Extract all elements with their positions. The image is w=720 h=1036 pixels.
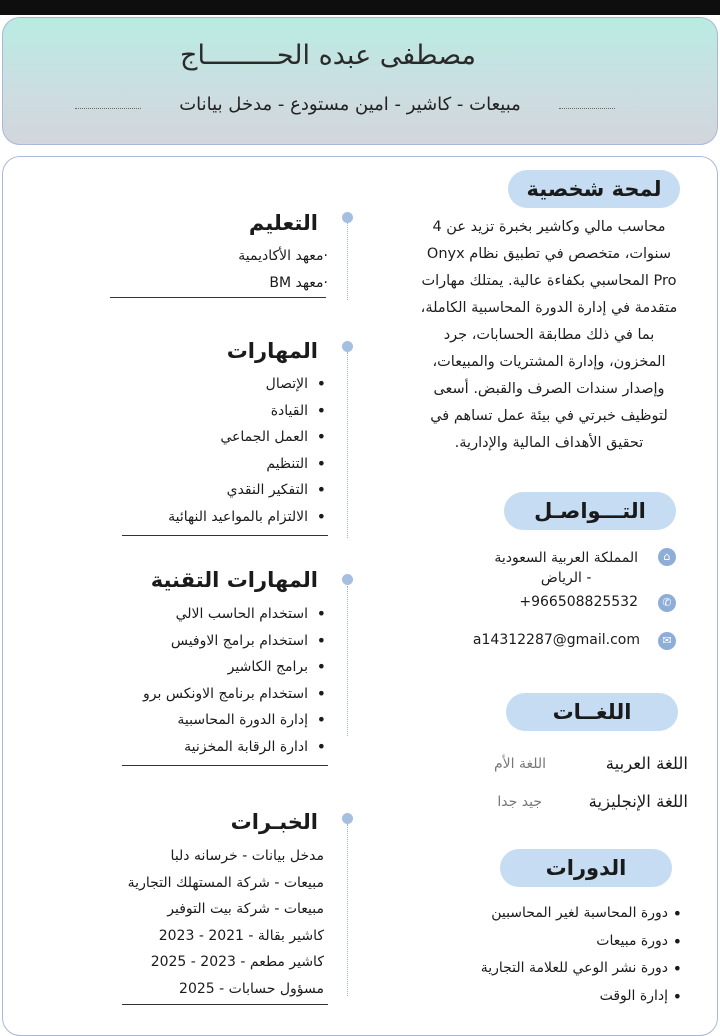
- education-heading: التعليم: [248, 211, 318, 235]
- language-row: [470, 754, 688, 778]
- contact-phone: [440, 594, 680, 616]
- list-item: • التنظيم: [168, 451, 326, 478]
- list-item: • دورة المحاسبة لغير المحاسبين: [481, 900, 682, 928]
- list-item: • دورة مبيعات: [481, 928, 682, 956]
- skills-list: [168, 371, 326, 530]
- timeline-line: [347, 824, 348, 996]
- profile-heading: لمحة شخصية: [508, 170, 680, 208]
- phone-icon: ✆: [658, 594, 676, 612]
- list-item: • برامج الكاشير: [143, 654, 326, 681]
- mail-icon: ✉: [658, 632, 676, 650]
- address-line-1: المملكة العربية السعودية: [494, 550, 638, 566]
- resume-header: [2, 17, 718, 145]
- experience-list: [128, 843, 324, 1002]
- courses-heading: الدورات: [500, 849, 672, 887]
- list-item: • الالتزام بالمواعيد النهائية: [168, 504, 326, 531]
- subtitle-row: [75, 94, 615, 118]
- skills-heading: المهارات: [226, 339, 318, 363]
- experience-heading: الخبـرات: [230, 810, 318, 834]
- list-item: • التفكير النقدي: [168, 477, 326, 504]
- timeline-line: [347, 352, 348, 538]
- languages-heading: اللغــات: [506, 693, 678, 731]
- list-item: مسؤول حسابات - 2025: [179, 980, 324, 997]
- section-divider: [122, 765, 328, 766]
- profile-summary: محاسب مالي وكاشير بخبرة تزيد عن 4 سنوات، متخصص في تطبيق نظام Onyx Pro المحاسبي بكفاءة عالية. يمتلك مهارات متقدمة في إدارة الدورة المحاسبية الكاملة، بما في ذلك مطابقة الحسابات، جرد المخزون، وإدارة المشتريات والمبيعات، وإصدار سندات الصرف والقبض. أسعى لتوظيف خبرتي في بيئة عمل تساهم في تحقيق الأهداف المالية والإدارية.: [420, 219, 678, 451]
- language-name: اللغة العربية: [605, 754, 688, 773]
- language-row: [470, 792, 688, 816]
- section-divider: [110, 297, 326, 298]
- section-divider: [122, 1004, 328, 1005]
- contact-heading: التـــواصـل: [504, 492, 676, 530]
- list-item: • القيادة: [168, 398, 326, 425]
- address-line-2: - الرياض: [540, 570, 592, 586]
- language-level: اللغة الأم: [493, 756, 546, 772]
- top-bar: [0, 0, 720, 15]
- timeline-line: [347, 586, 348, 736]
- list-item: • إدارة الدورة المحاسبية: [143, 707, 326, 734]
- list-item: • استخدام برنامج الاونكس برو: [143, 681, 326, 708]
- list-item: • العمل الجماعي: [168, 424, 326, 451]
- home-icon: ⌂: [658, 548, 676, 566]
- list-item: • استخدام برامج الاوفيس: [143, 628, 326, 655]
- list-item: ·معهد الأكاديمية: [238, 248, 328, 264]
- contact-address: [440, 548, 680, 592]
- tech-skills-list: [143, 601, 326, 760]
- timeline-line: [347, 222, 348, 300]
- language-level: جيد جدا: [497, 794, 542, 810]
- section-divider: [122, 535, 328, 536]
- language-name: اللغة الإنجليزية: [588, 792, 688, 811]
- subtitle-divider-left: [75, 108, 141, 109]
- timeline-dot: [342, 813, 353, 824]
- education-list: [238, 243, 328, 296]
- list-item: مبيعات - شركة بيت التوفير: [167, 901, 324, 917]
- list-item: • استخدام الحاسب الالي: [143, 601, 326, 628]
- tech-skills-heading: المهارات التقنية: [150, 568, 318, 592]
- timeline-dot: [342, 341, 353, 352]
- list-item: كاشير بقالة - 2021 - 2023: [158, 927, 324, 944]
- courses-list: [481, 900, 682, 1010]
- list-item: مبيعات - شركة المستهلك التجارية: [127, 874, 324, 891]
- contact-email: [440, 632, 680, 654]
- email-text[interactable]: a14312287@gmail.com: [472, 632, 640, 648]
- job-titles: مبيعات - كاشير - امين مستودع - مدخل بيانات: [179, 94, 521, 115]
- list-item: • دورة نشر الوعي للعلامة التجارية: [481, 955, 682, 983]
- list-item: • ادارة الرقابة المخزنية: [143, 734, 326, 761]
- education-item: معهد الأكاديمية: [238, 248, 324, 264]
- address-text: [494, 548, 638, 588]
- timeline-dot: [342, 212, 353, 223]
- education-item: معهد BM: [269, 274, 324, 291]
- list-item: • إدارة الوقت: [481, 983, 682, 1011]
- subtitle-divider-right: [559, 108, 615, 109]
- candidate-name: مصطفى عبده الحـــــــــاج: [180, 40, 476, 71]
- list-item: كاشير مطعم - 2023 - 2025: [150, 954, 324, 970]
- phone-text[interactable]: +966508825532: [519, 594, 638, 610]
- list-item: مدخل بيانات - خرسانه دلبا: [170, 848, 324, 864]
- list-item: • الإتصال: [168, 371, 326, 398]
- list-item: ·معهد BM: [269, 274, 328, 291]
- timeline-dot: [342, 574, 353, 585]
